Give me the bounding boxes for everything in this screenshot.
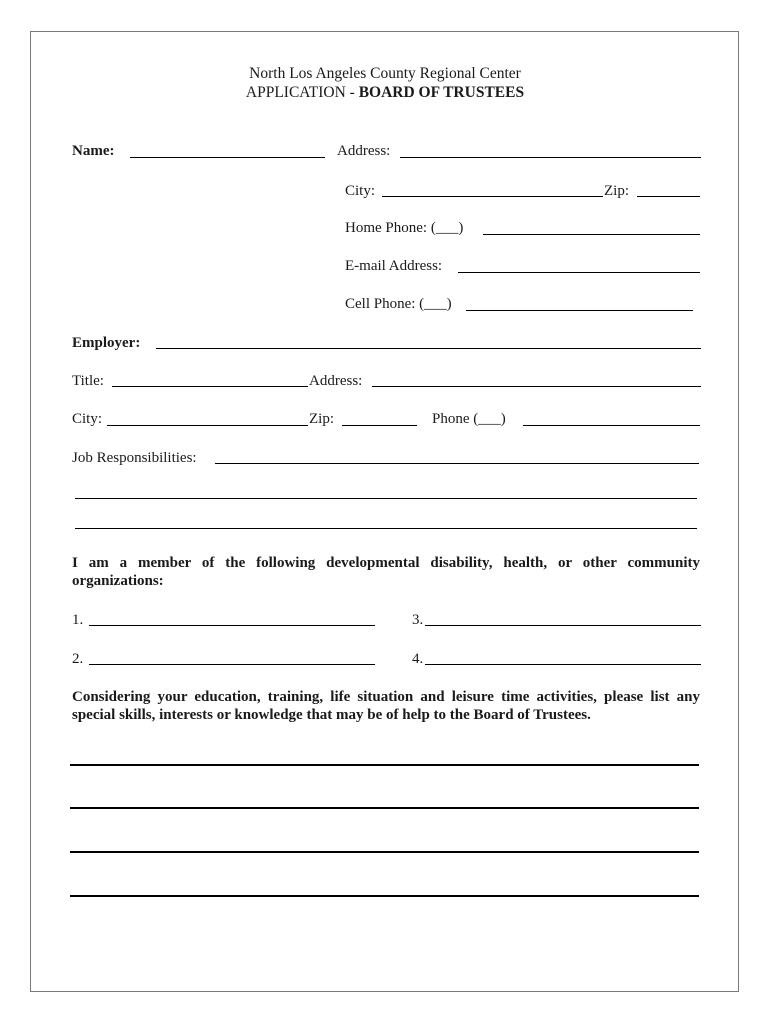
name-label: Name: (72, 143, 115, 159)
skills-prompt: Considering your education, training, life situation and leisure time activities, please list any special skills, interests or knowledge that may be of help to the Board of Trustees. (72, 689, 700, 723)
form-page (30, 31, 739, 992)
cell-phone-field[interactable] (466, 310, 693, 311)
skills-answer-line-4[interactable] (70, 895, 699, 897)
email-field[interactable] (458, 272, 700, 273)
organization-3-label: 3. (412, 612, 424, 628)
employer-city-field[interactable] (107, 425, 308, 426)
cell-phone-label: Cell Phone: (___) (345, 296, 452, 312)
employer-field[interactable] (156, 348, 701, 349)
name-field[interactable] (130, 157, 325, 158)
city-field[interactable] (382, 196, 603, 197)
employer-zip-field[interactable] (342, 425, 417, 426)
skills-answer-line-2[interactable] (70, 807, 699, 809)
zip-field[interactable] (637, 196, 700, 197)
employer-phone-label: Phone (___) (432, 411, 506, 427)
skills-answer-line-1[interactable] (70, 764, 699, 766)
application-prefix: APPLICATION - (245, 84, 359, 101)
zip-label: Zip: (604, 183, 629, 199)
application-title (0, 84, 770, 102)
organizations-prompt: I am a member of the following developmental disability, health, or other community organizations: (72, 555, 700, 589)
address-label: Address: (337, 143, 391, 159)
employer-label: Employer: (72, 335, 141, 351)
employer-address-label: Address: (309, 373, 363, 389)
organization-2-field[interactable] (89, 664, 375, 665)
organization-3-field[interactable] (425, 625, 701, 626)
organization-1-label: 1. (72, 612, 84, 628)
job-responsibilities-line-2[interactable] (75, 498, 697, 499)
job-responsibilities-label: Job Responsibilities: (72, 450, 197, 466)
home-phone-label: Home Phone: (___) (345, 220, 464, 236)
employer-zip-label: Zip: (309, 411, 334, 427)
job-responsibilities-line-3[interactable] (75, 528, 697, 529)
employer-city-label: City: (72, 411, 103, 427)
employer-title-label: Title: (72, 373, 104, 389)
organization-2-label: 2. (72, 651, 84, 667)
organization-4-field[interactable] (425, 664, 701, 665)
home-phone-field[interactable] (483, 234, 700, 235)
organization-1-field[interactable] (89, 625, 375, 626)
skills-answer-line-3[interactable] (70, 851, 699, 853)
employer-title-field[interactable] (112, 386, 308, 387)
email-label: E-mail Address: (345, 258, 443, 274)
employer-address-field[interactable] (372, 386, 701, 387)
job-responsibilities-field[interactable] (215, 463, 699, 464)
city-label: City: (345, 183, 376, 199)
org-name: North Los Angeles County Regional Center (249, 65, 521, 82)
address-field[interactable] (400, 157, 701, 158)
board-of-trustees-title: BOARD OF TRUSTEES (358, 84, 525, 101)
organization-4-label: 4. (412, 651, 424, 667)
employer-phone-field[interactable] (523, 425, 700, 426)
